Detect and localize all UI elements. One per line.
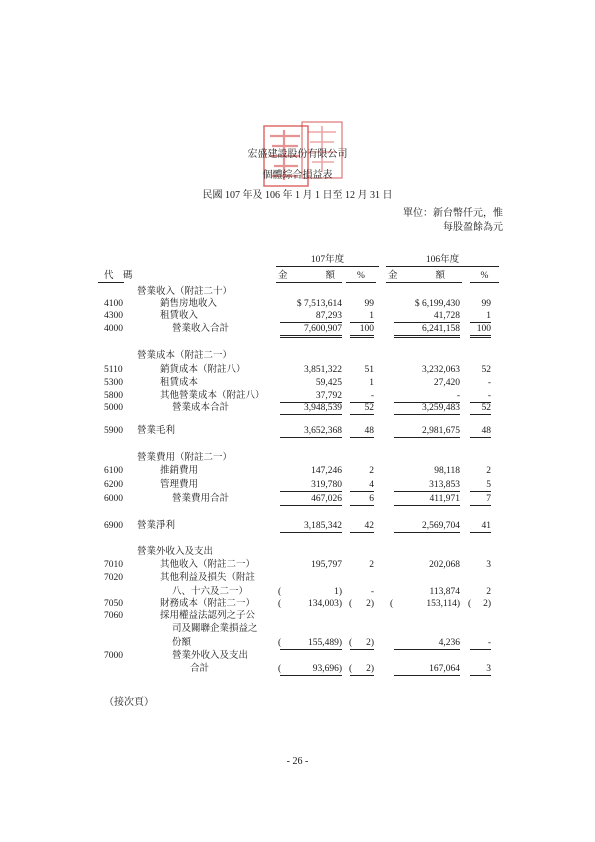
pct-106: 7 [470,493,491,506]
amount-106: 202,068 [429,560,460,570]
unit-note-line2: 每股盈餘為元 [443,222,503,233]
pct-107: - [350,390,374,403]
row-label: 財務成本（附註二一） [160,599,256,609]
open-paren-pct-107: ( [349,664,353,674]
amount-106: 98,118 [434,466,460,476]
row-label: 採用權益法認列之子公 [160,611,256,621]
amount-107: 155,489) [280,637,342,650]
amount-107: 3,948,539 [280,402,342,415]
row-label: 營業收入合計 [172,324,230,334]
row-code: 4100 [104,299,123,309]
pct-106: 41 [470,520,491,533]
amount-107-rule [276,282,342,283]
row-label: 營業外收入及支出 [137,547,214,557]
row-label: 其他收入（附註二一） [160,560,256,570]
row-label: 份額 [172,638,192,648]
pct-107: 1 [350,310,374,323]
row-code: 5000 [104,403,123,413]
amount-106: 2,981,675 [394,425,460,438]
row-code: 6200 [104,480,123,490]
amount-107: 87,293 [280,310,342,323]
amount-106: 4,236 [394,637,460,650]
row-label: 營業成本合計 [172,403,230,413]
row-label: 其他營業成本（附註八） [160,391,265,401]
amount-107: 467,026 [280,493,342,506]
pct-106: 3 [486,560,491,570]
amount-106: 27,420 [433,378,460,388]
row-code: 6000 [104,494,123,504]
row-label: 銷貨成本（附註八） [160,365,246,375]
row-label: 合計 [190,664,210,674]
code-header: 代 碼 [104,271,133,281]
pct-header-107: % [357,271,365,281]
pct-106: 3 [470,663,491,676]
amount-106: 167,064 [394,663,460,676]
year-107-rule [276,266,379,267]
pct-107: 2 [369,560,374,570]
row-code: 5800 [104,391,123,401]
open-paren-pct-107: ( [349,599,353,609]
amount-107: 3,185,342 [280,520,342,533]
row-label: 營業成本（附註二一） [137,351,233,361]
pct-107: 2 [369,466,374,476]
code-header-rule [98,282,124,283]
open-paren-amount-107: ( [278,664,282,674]
row-code: 5300 [104,378,123,388]
amount-106: 3,232,063 [422,365,460,375]
open-paren-amount-107: ( [278,638,282,648]
amount-106: 113,874 [429,587,460,597]
amount-107: 59,425 [315,378,342,388]
amount-107: 134,003) [307,599,342,609]
row-label: 營業外收入及支出 [172,651,249,661]
row-label: 租賃成本 [160,378,199,388]
pct-106: - [470,637,491,650]
row-code: 5110 [104,365,123,375]
open-paren-pct-107: ( [349,638,353,648]
pct-106: 2 [486,466,491,476]
page-number: - 26 - [286,756,309,767]
amount-106: 3,259,483 [394,402,460,415]
row-label: 營業毛利 [137,426,176,436]
row-label: 營業淨利 [137,521,176,531]
amount-106-rule [386,282,462,283]
year-107-header: 107年度 [310,255,345,265]
amount-106: 313,853 [394,479,460,492]
report-title: 個體綜合損益表 [262,170,333,181]
pct-107: 99 [364,299,374,309]
amount-107: 1) [334,587,342,597]
row-label: 租賃收入 [160,311,199,321]
amount-106: 153,114) [426,599,460,609]
amount-header-107: 金 額 [278,271,336,281]
row-code: 7020 [104,573,123,583]
row-code: 4300 [104,311,123,321]
pct-106: 100 [470,323,491,338]
amount-106: 411,971 [394,493,460,506]
row-label: 司及關聯企業損益之 [172,624,258,634]
pct-107: 52 [350,402,374,415]
pct-107: 6 [350,493,374,506]
year-106-header: 106年度 [425,255,460,265]
row-code: 5900 [104,426,123,436]
row-label: 其他利益及損失（附註 [160,573,256,583]
row-code: 7000 [104,651,123,661]
pct-106: 48 [470,425,491,438]
amount-107: 147,246 [311,466,342,476]
amount-106: 2,569,704 [394,520,460,533]
pct-107: 48 [350,425,374,438]
amount-107: 93,696) [280,663,342,676]
row-code: 7060 [104,611,123,621]
company-name: 宏盛建設股份有限公司 [247,149,348,160]
amount-107: 195,797 [311,560,342,570]
row-label: 營業費用（附註二一） [137,453,233,463]
unit-note-line1: 單位：新台幣仟元，惟 [403,208,503,219]
pct-106: 5 [470,479,491,492]
amount-107: 3,652,368 [280,425,342,438]
open-paren-amount-107: ( [278,599,282,609]
pct-106-rule [470,282,499,283]
pct-107: 100 [350,323,374,338]
pct-107-rule [346,282,376,283]
amount-107: 7,600,907 [280,323,342,338]
row-label: 營業費用合計 [172,494,230,504]
row-code: 6100 [104,466,123,476]
pct-107: 1 [369,378,374,388]
amount-106: - [394,390,460,403]
row-label: 八、十六及二一） [172,587,249,597]
open-paren-amount-107: ( [278,587,282,597]
pct-106: - [487,378,491,388]
year-106-rule [386,266,499,267]
pct-106: 52 [470,402,491,415]
amount-106: 41,728 [394,310,460,323]
row-label: 銷售房地收入 [160,299,218,309]
row-code: 6900 [104,521,123,531]
pct-107: 2) [350,663,374,676]
amount-107: $ 7,513,614 [296,299,342,309]
row-code: 7010 [104,560,123,570]
pct-header-106: % [480,271,489,281]
amount-107: 319,780 [280,479,342,492]
amount-106: 6,241,158 [394,323,460,338]
row-label: 管理費用 [160,480,199,490]
pct-107: 2) [350,637,374,650]
report-period: 民國 107 年及 106 年 1 月 1 日至 12 月 31 日 [202,190,393,201]
pct-107: 4 [350,479,374,492]
row-label: 營業收入（附註二十） [137,287,233,297]
pct-107: 42 [350,520,374,533]
amount-106: $ 6,199,430 [414,299,460,309]
pct-106: 52 [481,365,491,375]
row-label: 推銷費用 [160,466,199,476]
pct-106: 2 [486,587,491,597]
row-code: 4000 [104,324,123,334]
open-paren-pct-106: ( [468,599,472,609]
continued-note: （接次頁） [104,697,154,708]
pct-106: 99 [481,299,491,309]
pct-107: 51 [364,365,374,375]
pct-107: - [370,587,374,597]
pct-106: 1 [470,310,491,323]
amount-107: 37,792 [280,390,342,403]
pct-106: 2) [483,599,491,609]
pct-107: 2) [366,599,374,609]
pct-106: - [470,390,491,403]
row-code: 7050 [104,599,123,609]
amount-107: 3,851,322 [304,365,342,375]
open-paren-amount-106: ( [390,599,394,609]
amount-header-106: 金 額 [388,271,446,281]
